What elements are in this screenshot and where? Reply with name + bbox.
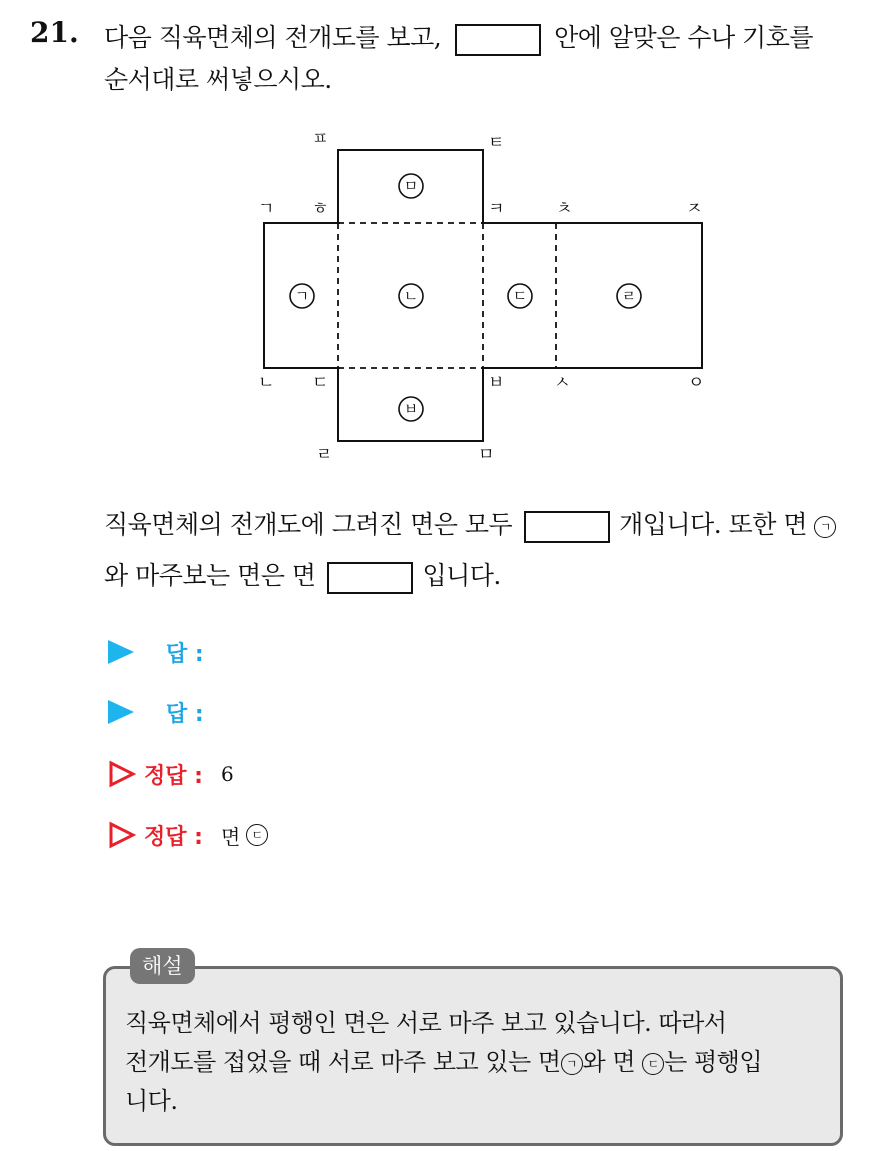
correct-value-prefix: 면 bbox=[220, 824, 241, 849]
vertex-label: ㅎ bbox=[312, 199, 329, 219]
play-triangle-icon bbox=[108, 640, 134, 664]
explanation-text-c: 는 평행입 bbox=[664, 1048, 763, 1076]
correct-label: 정답 : bbox=[144, 824, 203, 850]
face-label: ㅂ bbox=[403, 400, 419, 418]
statement-text-b: 개입니다. 또한 면 bbox=[619, 510, 808, 539]
explanation-line-3: 니다. bbox=[125, 1087, 178, 1115]
answer-row[interactable] bbox=[108, 637, 222, 667]
vertex-label: ㄹ bbox=[316, 445, 333, 465]
face-answer-box[interactable] bbox=[327, 562, 413, 594]
vertex-label: ㄷ bbox=[312, 373, 329, 393]
vertex-label: ㅊ bbox=[556, 199, 573, 219]
vertex-label: ㅁ bbox=[478, 445, 495, 465]
statement-line-2 bbox=[104, 556, 501, 594]
vertex-label: ㅇ bbox=[688, 373, 705, 393]
explanation-text-b: 와 면 bbox=[582, 1048, 636, 1076]
circled-letter: ㄱ bbox=[814, 516, 836, 538]
statement-text-c: 와 마주보는 면은 면 bbox=[104, 561, 316, 590]
vertex-label: ㅈ bbox=[686, 199, 703, 219]
outline-triangle-icon bbox=[108, 821, 136, 849]
play-triangle-icon bbox=[108, 700, 134, 724]
explanation-line-1: 직육면체에서 평행인 면은 서로 마주 보고 있습니다. 따라서 bbox=[125, 1009, 727, 1037]
vertex-label: ㅂ bbox=[488, 373, 505, 393]
explanation-text-a: 전개도를 접었을 때 서로 마주 보고 있는 면 bbox=[125, 1048, 561, 1076]
answer-label: 답 : bbox=[166, 701, 204, 727]
statement-line-1 bbox=[104, 505, 836, 543]
vertex-label: ㅍ bbox=[312, 129, 329, 149]
count-answer-box[interactable] bbox=[524, 511, 610, 543]
question-text-b: 안에 알맞은 수나 기호를 bbox=[554, 23, 813, 52]
face-label: ㄱ bbox=[294, 287, 310, 305]
question-number: 21. bbox=[30, 16, 79, 49]
cuboid-net-diagram bbox=[0, 0, 884, 480]
correct-value: 6 bbox=[220, 762, 234, 786]
vertex-label: ㄴ bbox=[258, 373, 275, 393]
explanation-tab: 해설 bbox=[130, 948, 195, 984]
face-label: ㅁ bbox=[403, 177, 419, 195]
vertex-label: ㅅ bbox=[554, 373, 571, 393]
face-label: ㄷ bbox=[512, 287, 528, 305]
circled-letter: ㄱ bbox=[561, 1053, 583, 1075]
face-label: ㄹ bbox=[621, 287, 637, 305]
vertex-label: ㅋ bbox=[488, 199, 505, 219]
statement-text-d: 입니다. bbox=[422, 561, 501, 590]
correct-label: 정답 : bbox=[144, 763, 203, 789]
face-label: ㄴ bbox=[403, 287, 419, 305]
question-text-a: 다음 직육면체의 전개도를 보고, bbox=[104, 23, 442, 52]
circled-letter: ㄷ bbox=[642, 1053, 664, 1075]
answer-label: 답 : bbox=[166, 641, 204, 667]
statement-text-a: 직육면체의 전개도에 그려진 면은 모두 bbox=[104, 510, 513, 539]
outline-triangle-icon bbox=[108, 760, 136, 788]
question-line-2: 순서대로 써넣으시오. bbox=[104, 65, 332, 94]
answer-row[interactable] bbox=[108, 697, 222, 727]
correct-answer-row bbox=[108, 820, 268, 850]
correct-answer-row bbox=[108, 759, 234, 789]
vertex-label: ㄱ bbox=[258, 199, 275, 219]
explanation-line-2 bbox=[125, 1042, 762, 1077]
vertex-label: ㅌ bbox=[488, 133, 505, 153]
circled-letter: ㄷ bbox=[246, 824, 268, 846]
